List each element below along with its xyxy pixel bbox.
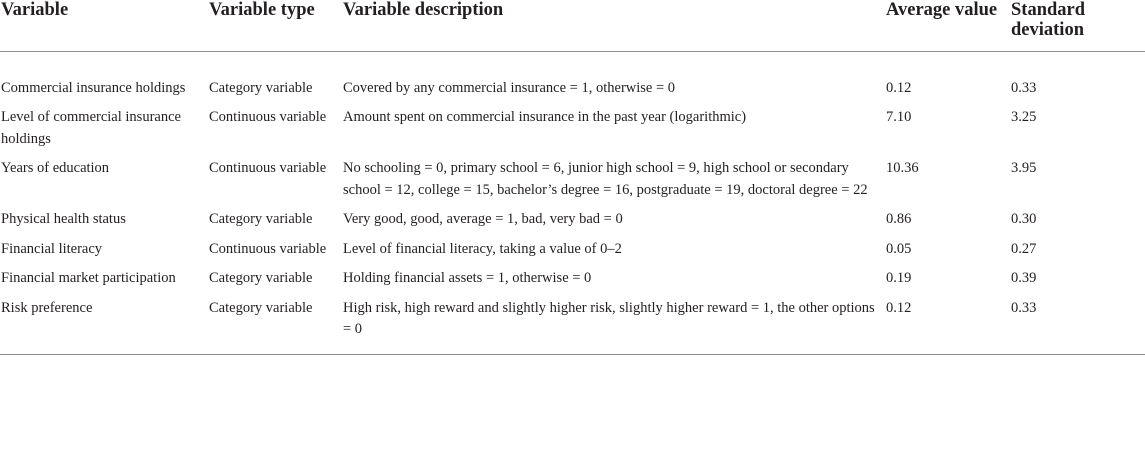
cell-average: 0.05 (886, 240, 912, 257)
cell-average: 7.10 (886, 109, 912, 125)
table-header-row (0, 0, 1145, 51)
table-row (0, 298, 1145, 355)
table-row (0, 158, 1145, 209)
cell-average: 0.12 (886, 79, 912, 96)
cell-sd: 3.25 (1011, 109, 1037, 125)
cell-variable: Commercial insurance holdings (1, 79, 186, 96)
cell-variable: Level of commercial insurance holdings (1, 109, 181, 147)
cell-description: No schooling = 0, primary school = 6, junior high school = 9, high school or secondary school = 12, college = 15, bachelor’s degree = 16, postgraduate = 19, doctoral degree = 22 (343, 160, 868, 198)
cell-type: Continuous variable (209, 109, 327, 125)
cell-average: 10.36 (886, 160, 919, 176)
table-row (0, 209, 1145, 239)
header-variable-description: Variable description (343, 0, 886, 51)
cell-sd: 0.33 (1011, 79, 1037, 96)
cell-sd: 0.27 (1011, 240, 1037, 257)
cell-variable: Risk preference (0, 298, 209, 355)
cell-variable: Physical health status (1, 211, 126, 227)
cell-description: High risk, high reward and slightly higher risk, slightly higher reward = 1, the other options = 0 (343, 298, 886, 355)
cell-type: Category variable (209, 270, 313, 286)
cell-average: 0.19 (886, 270, 912, 286)
cell-type: Category variable (209, 79, 313, 96)
header-variable-type: Variable type (209, 0, 343, 51)
table-row (0, 51, 1145, 107)
table-row (0, 107, 1145, 158)
cell-description: Very good, good, average = 1, bad, very bad = 0 (343, 211, 623, 227)
cell-variable: Financial market participation (1, 270, 176, 286)
cell-type: Continuous variable (209, 160, 327, 176)
cell-description: Holding financial assets = 1, otherwise = 0 (343, 270, 592, 286)
cell-average: 0.12 (886, 298, 1011, 355)
cell-sd: 3.95 (1011, 160, 1037, 176)
cell-average: 0.86 (886, 211, 912, 227)
cell-type: Continuous variable (209, 240, 327, 257)
header-variable: Variable (0, 0, 209, 51)
cell-variable: Financial literacy (1, 240, 103, 257)
cell-type: Category variable (209, 211, 313, 227)
cell-type: Category variable (209, 298, 343, 355)
cell-sd: 0.39 (1011, 270, 1037, 286)
cell-description: Amount spent on commercial insurance in the past year (logarithmic) (343, 109, 747, 125)
table-row (0, 268, 1145, 298)
cell-description: Covered by any commercial insurance = 1, otherwise = 0 (343, 79, 676, 96)
cell-description: Level of financial literacy, taking a value of 0–2 (343, 240, 622, 257)
cell-sd: 0.33 (1011, 298, 1145, 355)
table-row (0, 239, 1145, 269)
cell-sd: 0.30 (1011, 211, 1037, 227)
header-standard-deviation: Standard deviation (1011, 0, 1145, 51)
cell-variable: Years of education (1, 160, 110, 176)
header-average-value: Average value (886, 0, 1011, 51)
